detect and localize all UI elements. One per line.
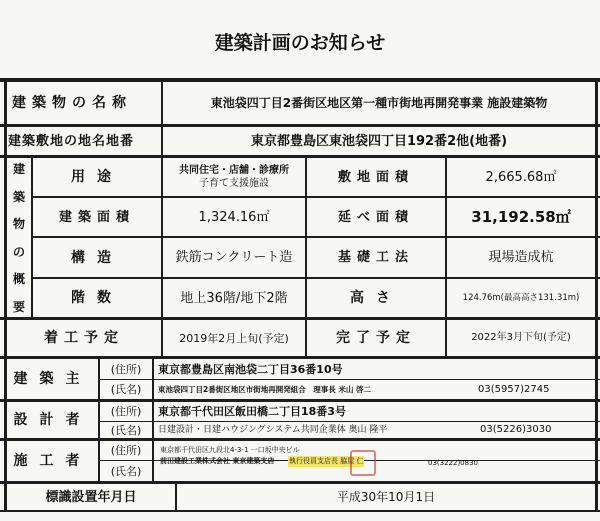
start-value: 2019年2月上旬(予定) <box>179 331 289 345</box>
building-outline-label <box>7 160 31 315</box>
building-area-value: 1,324.16㎡ <box>198 209 270 225</box>
owner-name: 東池袋四丁目2番街区地区市街地再開発組合 理事長 米山 啓二 <box>158 384 371 394</box>
company-seal-stamp <box>350 450 376 476</box>
contractor-phone: 03(3222)0830 <box>428 458 478 467</box>
sign-date-value: 平成30年10月1日 <box>336 490 436 504</box>
site-address-label: 建築敷地の地名地番 <box>8 133 135 149</box>
height-value: 124.76m(最高高さ131.31m) <box>462 292 580 303</box>
foundation-value: 現場造成杭 <box>488 250 554 265</box>
contractor-label: 施工者 <box>13 453 92 469</box>
building-name-label: 建築物の名称 <box>12 95 132 111</box>
designer-name-label: (氏名) <box>110 423 142 437</box>
owner-phone: 03(5957)2745 <box>478 383 550 395</box>
contractor-name-part2: 執行役員支店長 脇屋 仁 <box>289 457 364 465</box>
contractor-address-label: (住所) <box>110 444 142 457</box>
use-label: 用途 <box>71 169 123 185</box>
sign-date-label: 標識設置年月日 <box>45 489 137 505</box>
owner-label: 建築主 <box>13 371 92 387</box>
designer-address: 東京都千代田区飯田橋二丁目18番3号 <box>158 405 346 418</box>
owner-address-label: (住所) <box>110 362 142 376</box>
outline-char: 物 <box>12 217 25 232</box>
outline-char: 概 <box>12 272 25 287</box>
contractor-address: 東京都千代田区九段北4-3-1 一口坂中央ビル <box>160 445 300 454</box>
designer-name: 日建設計・日建ハウジングシステム共同企業体 奥山 隆平 <box>158 424 388 435</box>
structure-label: 構造 <box>71 249 123 266</box>
total-floor-area-label: 延べ面積 <box>337 209 414 225</box>
outline-char: 建 <box>12 162 25 176</box>
contractor-name-label: (氏名) <box>110 464 142 478</box>
outline-char: の <box>12 244 25 259</box>
completion-value: 2022年3月下旬(予定) <box>471 332 571 343</box>
floors-value: 地上36階/地下2階 <box>180 290 288 306</box>
designer-phone: 03(5226)3030 <box>480 424 552 435</box>
designer-label: 設計者 <box>13 412 92 428</box>
outline-char: 要 <box>12 299 25 314</box>
owner-address: 東京都豊島区南池袋二丁目36番10号 <box>158 362 343 376</box>
use-value <box>163 158 305 196</box>
foundation-label: 基礎工法 <box>337 250 414 265</box>
contractor-name-part1: 前田建設工業株式会社 東京建築支店 <box>160 457 275 465</box>
floors-label: 階数 <box>71 290 123 306</box>
page-title: 建築計画のお知らせ <box>214 31 386 54</box>
site-area-value: 2,665.68㎡ <box>485 169 557 185</box>
outline-char: 築 <box>12 189 25 204</box>
completion-label: 完了予定 <box>336 330 416 346</box>
designer-address-label: (住所) <box>110 405 142 418</box>
start-label: 着工予定 <box>44 330 124 346</box>
height-label: 高さ <box>350 290 402 306</box>
use-value-line2: 子育て支援施設 <box>199 177 269 189</box>
structure-value: 鉄筋コンクリート造 <box>175 250 293 265</box>
owner-name-label: (氏名) <box>110 383 142 396</box>
total-floor-area-value: 31,192.58㎡ <box>471 207 571 226</box>
building-area-label: 建築面積 <box>58 209 135 225</box>
site-area-label: 敷地面積 <box>337 169 414 185</box>
site-address-value: 東京都豊島区東池袋四丁目192番2他(地番) <box>250 133 508 149</box>
use-value-line1: 共同住宅・店舗・診療所 <box>179 164 289 176</box>
building-name-value: 東池袋四丁目2番街区地区第一種市街地再開発事業 施設建築物 <box>210 96 548 110</box>
